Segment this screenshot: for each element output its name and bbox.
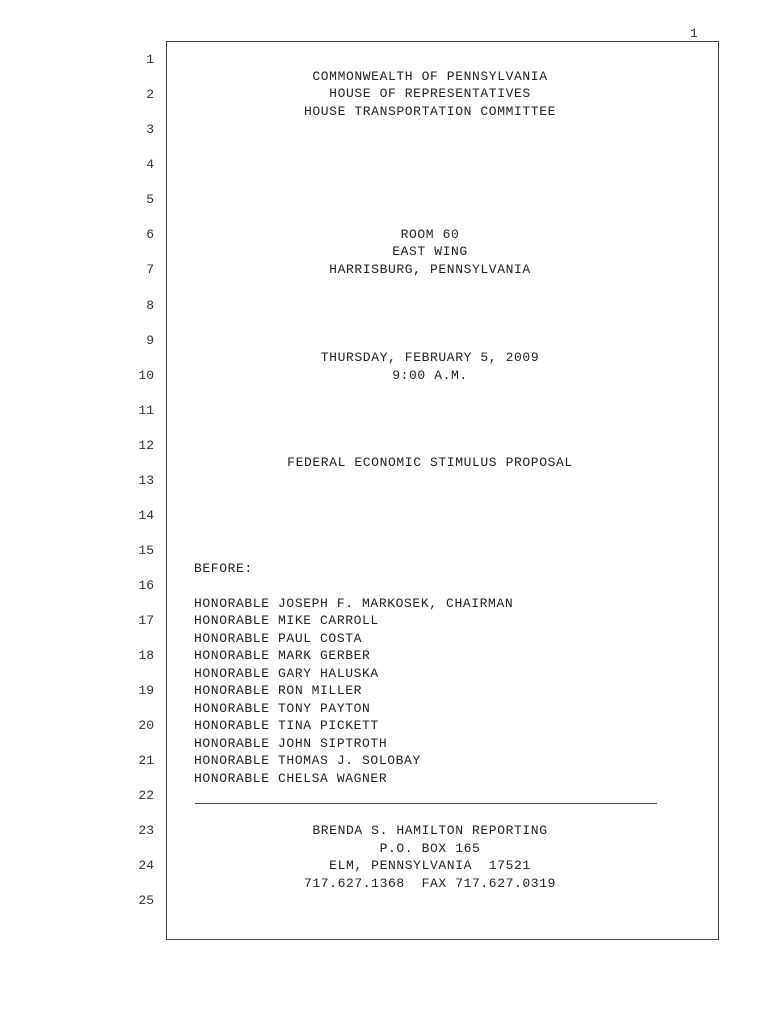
- header-committee: HOUSE TRANSPORTATION COMMITTEE: [303, 104, 557, 119]
- line-number: 15: [138, 543, 154, 558]
- line-number: 3: [146, 122, 154, 137]
- line-number: 21: [138, 753, 154, 768]
- location-room: ROOM 60: [400, 227, 460, 242]
- line-number: 22: [138, 788, 154, 803]
- line-number: 7: [146, 262, 154, 277]
- line-number: 5: [146, 192, 154, 207]
- line-number: 4: [146, 157, 154, 172]
- line-number: 2: [146, 87, 154, 102]
- member-name: HONORABLE TINA PICKETT: [194, 718, 379, 733]
- member-name: HONORABLE JOSEPH F. MARKOSEK, CHAIRMAN: [194, 596, 514, 611]
- line-number: 16: [138, 578, 154, 593]
- line-number: 10: [138, 368, 154, 383]
- line-number: 19: [138, 683, 154, 698]
- line-number: 24: [138, 858, 154, 873]
- header-house: HOUSE OF REPRESENTATIVES: [329, 86, 531, 101]
- location-wing: EAST WING: [392, 244, 468, 259]
- line-number: 11: [138, 403, 154, 418]
- hearing-subject: FEDERAL ECONOMIC STIMULUS PROPOSAL: [287, 455, 573, 470]
- line-number: 1: [146, 52, 154, 67]
- line-number: 18: [138, 648, 154, 663]
- line-number: 25: [138, 893, 154, 908]
- header-commonwealth: COMMONWEALTH OF PENNSYLVANIA: [312, 69, 548, 84]
- transcript-frame: [166, 41, 719, 940]
- member-name: HONORABLE RON MILLER: [194, 683, 363, 698]
- hearing-time: 9:00 A.M.: [392, 368, 468, 383]
- line-number: 14: [138, 508, 154, 523]
- line-number: 9: [146, 333, 154, 348]
- member-name: HONORABLE MIKE CARROLL: [194, 613, 379, 628]
- member-name: HONORABLE TONY PAYTON: [194, 701, 371, 716]
- line-number: 6: [146, 227, 154, 242]
- line-number: 8: [146, 298, 154, 313]
- reporter-name: BRENDA S. HAMILTON REPORTING: [312, 823, 548, 838]
- line-number: 23: [138, 823, 154, 838]
- member-name: HONORABLE PAUL COSTA: [194, 631, 363, 646]
- reporter-address: ELM, PENNSYLVANIA 17521: [329, 858, 531, 873]
- separator-rule: [195, 803, 657, 804]
- line-number: 12: [138, 438, 154, 453]
- member-name: HONORABLE CHELSA WAGNER: [194, 771, 388, 786]
- member-name: HONORABLE MARK GERBER: [194, 648, 371, 663]
- location-city: HARRISBURG, PENNSYLVANIA: [329, 262, 531, 277]
- line-number: 13: [138, 473, 154, 488]
- line-number: 20: [138, 718, 154, 733]
- page-number: 1: [690, 26, 698, 41]
- line-number: 17: [138, 613, 154, 628]
- member-name: HONORABLE GARY HALUSKA: [194, 666, 379, 681]
- before-label: BEFORE:: [194, 561, 253, 576]
- member-name: HONORABLE JOHN SIPTROTH: [194, 736, 388, 751]
- hearing-date: THURSDAY, FEBRUARY 5, 2009: [320, 350, 540, 365]
- reporter-box: P.O. BOX 165: [379, 841, 481, 856]
- reporter-phone: 717.627.1368 FAX 717.627.0319: [303, 876, 557, 891]
- member-name: HONORABLE THOMAS J. SOLOBAY: [194, 753, 421, 768]
